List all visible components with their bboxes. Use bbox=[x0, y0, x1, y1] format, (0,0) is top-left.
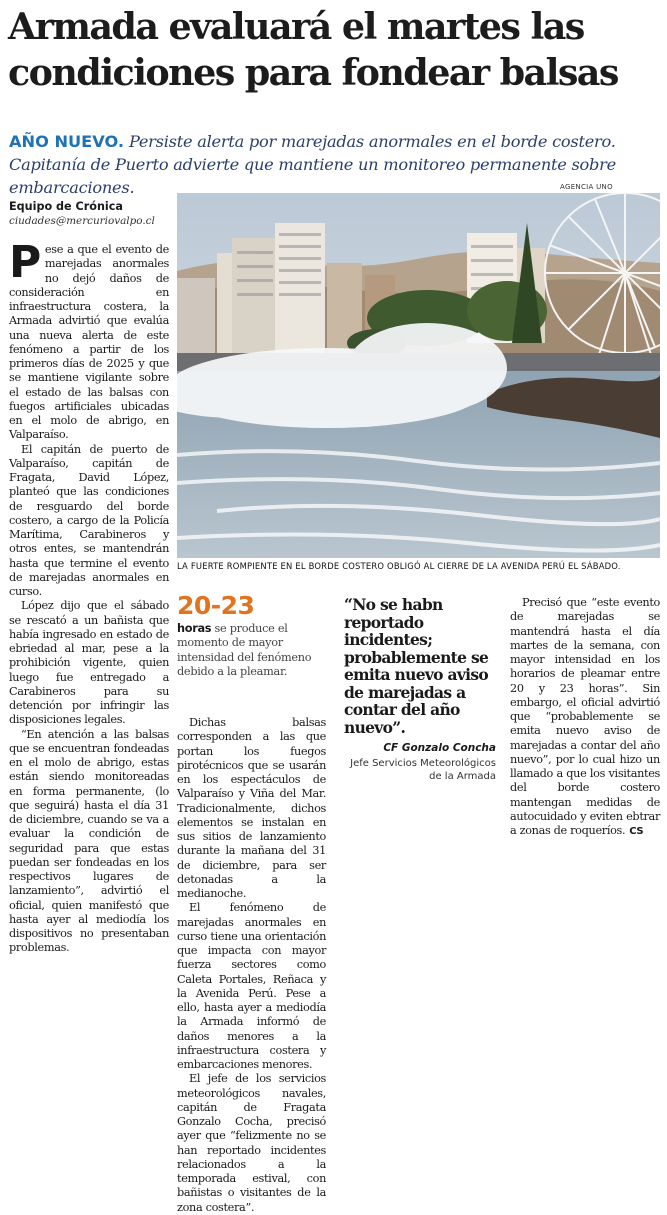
stat-description bbox=[177, 622, 337, 679]
article-paragraph-8-text: Precisó que “este evento de marejadas se mantendrá hasta el día martes de la semana, con mayor intensidad en los horarios de pleamar entre 20 y 23 horas”. Sin embargo, el oficial advirtió que “probablemente se emita nuevo aviso de marejadas a contar del año nuevo”, por lo cual hizo un llamado a que los visitantes del borde costero mantengan medidas de autocuidado y eviten ebtrar a zonas de roqueríos. bbox=[510, 596, 660, 837]
byline-email[interactable]: ciudades@mercuriovalpo.cl bbox=[9, 215, 155, 227]
article-paragraph-6: El fenómeno de marejadas anormales en curso tiene una orientación que impacta con mayor fuerza sectores como Caleta Portales, Reñaca y la Avenida Perú. Pese a ello, hasta ayer a mediodía la Armada informó de daños menores a la infraestructura costera y embarcaciones menores. bbox=[177, 901, 326, 1071]
stat-box bbox=[177, 592, 337, 679]
article-paragraph-3: López dijo que el sábado se rescató a un bañista que había ingresado en estado de ebriedad al mar, pese a la prohibición vigente, quien luego fue entregado a Carabineros para su detención por infringir las disposiciones legales. bbox=[9, 599, 169, 727]
stat-number: 20-23 bbox=[177, 591, 255, 620]
lead-kicker: AÑO NUEVO. bbox=[9, 132, 125, 151]
coastal-waves-photo bbox=[177, 193, 660, 558]
stat-unit: horas bbox=[177, 622, 212, 635]
article-paragraph-1-text: ese a que el evento de marejadas anormales no dejó daños de consideración en infraestructura costera, la Armada advirtió que evalúa una nueva alerta de este fenómeno a partir de los primeros días de 2025 y que se mantiene vigilante sobre el estado de las balsas con fuegos artificiales ubicadas en el molo de abrigo, en Valparaíso. bbox=[9, 243, 169, 442]
lead-text: Persiste alerta por marejadas anormales en el borde costero. Capitanía de Puerto advierte que mantiene un monitoreo permanente sobre embarcaciones. bbox=[9, 132, 616, 197]
article-paragraph-4: “En atención a las balsas que se encuentran fondeadas en el molo de abrigo, estas están siendo monitoreadas en forma permanente, (lo que seguirá) hasta el día 31 de diciembre, cuando se va a evaluar la condición de seguridad para que estas puedan ser fondeadas en los respectivos lugares de lanzamiento”, advirtió el oficial, quien manifestó que hasta ayer al mediodía los dispositivos no presentaban problemas. bbox=[9, 727, 169, 955]
pull-quote-author: CF Gonzalo Concha bbox=[383, 742, 496, 754]
dropcap: P bbox=[9, 237, 41, 288]
article-column-4 bbox=[510, 596, 660, 839]
article-paragraph-1 bbox=[9, 237, 169, 443]
stat-text: se produce el momento de mayor intensidad del fenómeno debido a la pleamar. bbox=[177, 622, 312, 678]
headline bbox=[8, 4, 660, 96]
news-photo bbox=[177, 193, 660, 558]
pull-quote-text: “No se habn reportado incidentes; probablemente se emita nuevo aviso de marejadas a contar del año nuevo”. bbox=[344, 595, 489, 737]
article-paragraph-2: El capitán de puerto de Valparaíso, capitán de Fragata, David López, planteó que las condiciones de resguardo del borde costero, a cargo de la Policía Marítima, Carabineros y otros entes, se mantendrán hasta que termine el evento de marejadas anormales en curso. bbox=[9, 442, 169, 598]
headline-line-2: condiciones para fondear balsas bbox=[8, 51, 618, 94]
byline bbox=[9, 200, 169, 227]
article-paragraph-8 bbox=[510, 596, 660, 839]
photo-caption: LA FUERTE ROMPIENTE EN EL BORDE COSTERO OBLIGÓ AL CIERRE DE LA AVENIDA PERÚ EL SÁBADO. bbox=[177, 561, 621, 571]
photo-credit: AGENCIA UNO bbox=[560, 183, 613, 191]
pull-quote-role: Jefe Servicios Meteorológicos de la Armada bbox=[350, 758, 496, 782]
article-paragraph-7: El jefe de los servicios meteorológicos navales, capitán de Fragata Gonzalo Cocha, precisó ayer que “felizmente no se han reportado incidentes relacionados a la temporada estival, con bañistas o visitantes de la zona costera”. bbox=[177, 1072, 326, 1214]
article-column-2 bbox=[177, 716, 326, 1215]
article-column-1 bbox=[9, 237, 169, 956]
end-mark-icon: CS bbox=[629, 826, 644, 837]
byline-author: Equipo de Crónica bbox=[9, 200, 123, 213]
headline-line-1: Armada evaluará el martes las bbox=[8, 5, 584, 48]
article-paragraph-5: Dichas balsas corresponden a las que portan los fuegos pirotécnicos que se usarán en los espectáculos de Valparaíso y Viña del Mar. Tradicionalmente, dichos elementos se instalan en sus sitios de lanzamiento durante la mañana del 31 de diciembre, para ser detonadas a la medianoche. bbox=[177, 716, 326, 900]
pull-quote bbox=[344, 596, 496, 783]
